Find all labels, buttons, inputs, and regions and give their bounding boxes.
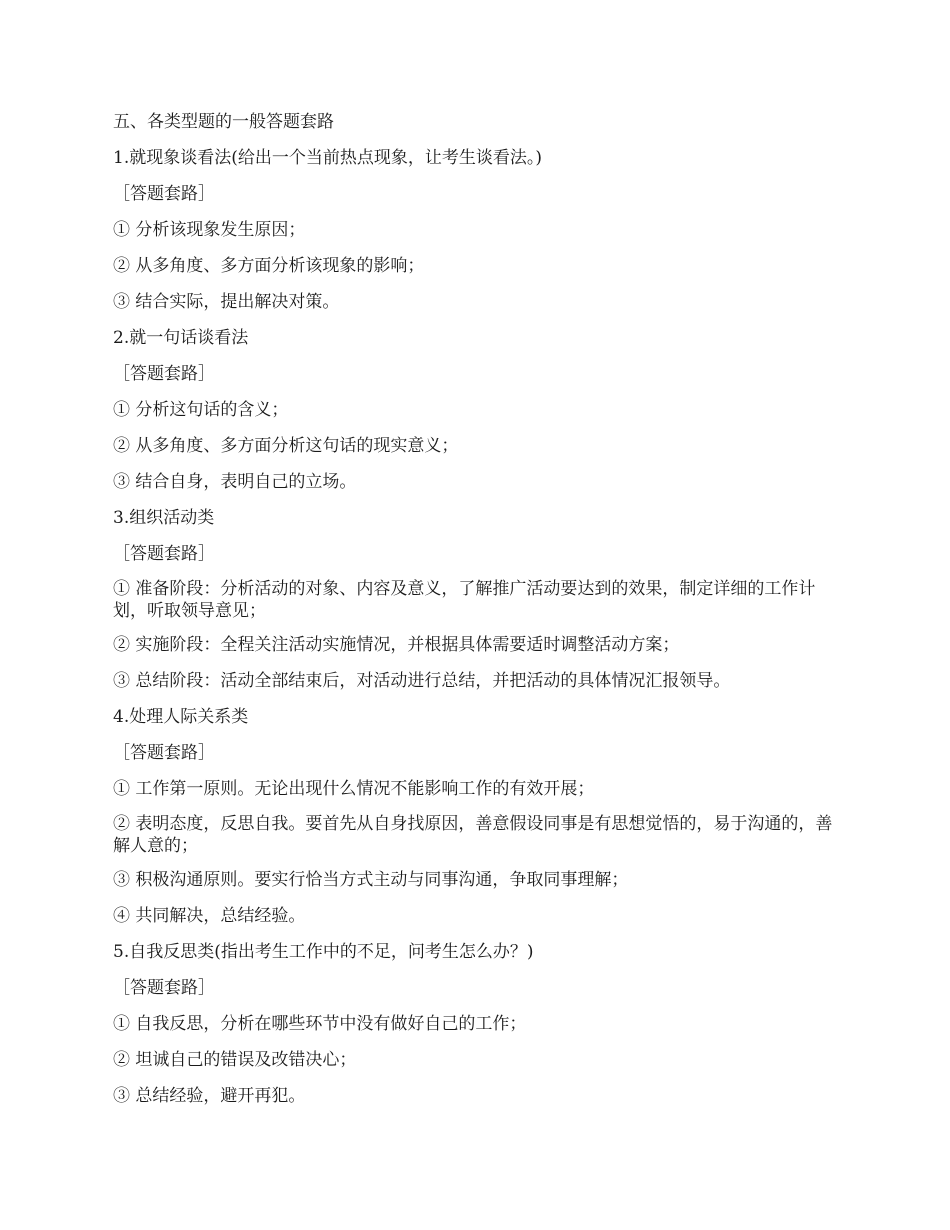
section-title: 1.就现象谈看法(给出一个当前热点现象，让考生谈看法。) — [113, 148, 542, 168]
section-step: ② 从多角度、多方面分析该现象的影响； — [113, 256, 425, 276]
section-step: ① 分析这句话的含义； — [113, 400, 289, 420]
section-step: ② 从多角度、多方面分析这句话的现实意义； — [113, 436, 459, 456]
section-step: ③ 结合自身，表明自己的立场。 — [113, 472, 357, 492]
document-page — [113, 110, 833, 1120]
section-step: ② 表明态度，反思自我。要首先从自身找原因，善意假设同事是有思想觉悟的，易于沟通的，善解人意的； — [113, 814, 833, 856]
section-step: ② 坦诚自己的错误及改错决心； — [113, 1050, 357, 1070]
section-title: 3.组织活动类 — [113, 508, 215, 528]
section-label: ［答题套路］ — [113, 978, 215, 998]
section-label: ［答题套路］ — [113, 364, 215, 384]
section-step: ③ 结合实际，提出解决对策。 — [113, 292, 340, 312]
section-label: ［答题套路］ — [113, 184, 215, 204]
section-title: 2.就一句话谈看法 — [113, 328, 249, 348]
section-title: 5.自我反思类(指出考生工作中的不足，问考生怎么办？) — [113, 942, 534, 962]
document-heading: 五、各类型题的一般答题套路 — [113, 112, 334, 132]
section-step: ③ 总结阶段：活动全部结束后，对活动进行总结，并把活动的具体情况汇报领导。 — [113, 671, 731, 691]
section-step: ③ 积极沟通原则。要实行恰当方式主动与同事沟通，争取同事理解； — [113, 870, 629, 890]
section-title: 4.处理人际关系类 — [113, 707, 249, 727]
section-step: ① 工作第一原则。无论出现什么情况不能影响工作的有效开展； — [113, 779, 595, 799]
section-step: ① 准备阶段：分析活动的对象、内容及意义，了解推广活动要达到的效果，制定详细的工作计划，听取领导意见； — [113, 579, 816, 621]
section-step: ③ 总结经验，避开再犯。 — [113, 1086, 306, 1106]
section-step: ① 自我反思，分析在哪些环节中没有做好自己的工作； — [113, 1014, 527, 1034]
section-step: ② 实施阶段：全程关注活动实施情况，并根据具体需要适时调整活动方案； — [113, 635, 680, 655]
section-step: ④ 共同解决，总结经验。 — [113, 906, 306, 926]
section-step: ① 分析该现象发生原因； — [113, 220, 306, 240]
section-label: ［答题套路］ — [113, 743, 215, 763]
section-label: ［答题套路］ — [113, 544, 215, 564]
